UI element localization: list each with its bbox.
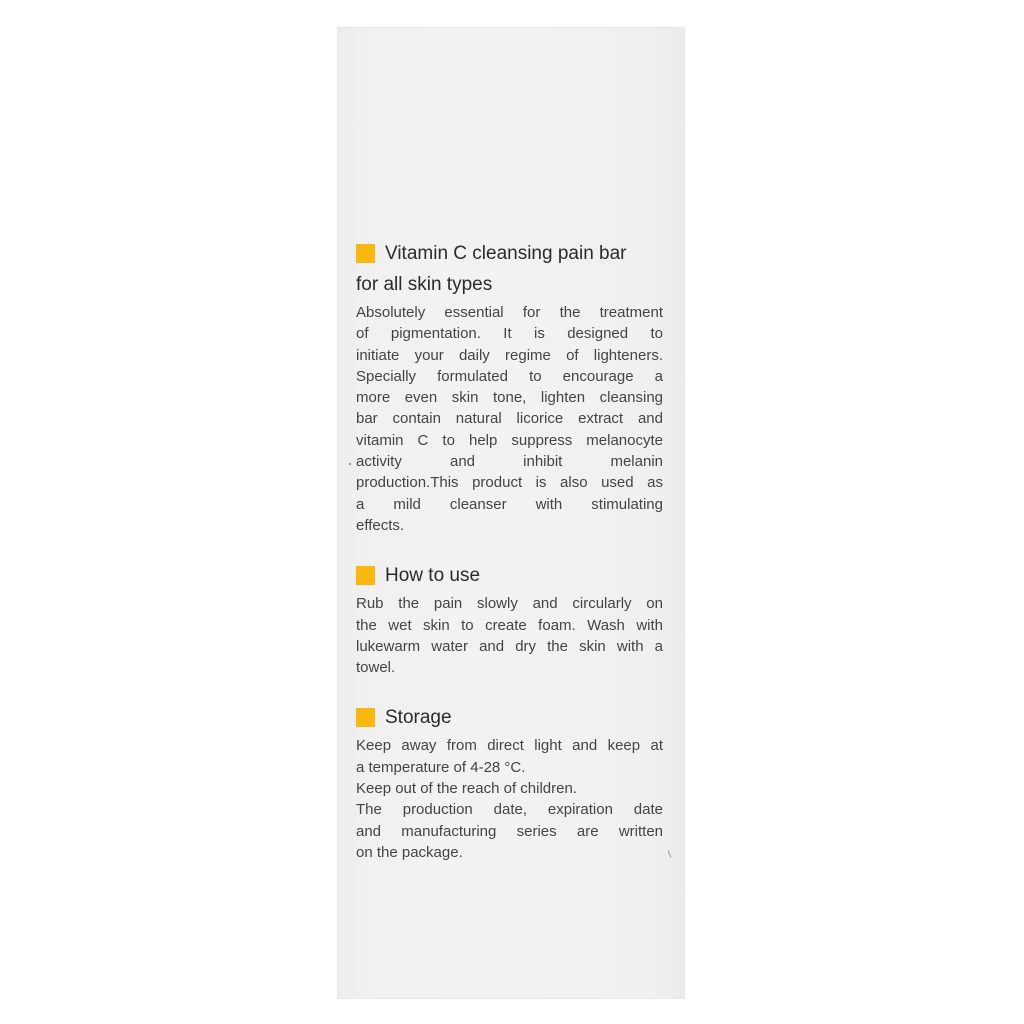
text-line: Absolutely essential for the treatment	[356, 304, 663, 321]
bullet-square-icon	[356, 244, 375, 263]
text-line: on the package.	[356, 843, 463, 861]
storage-section	[356, 702, 663, 863]
text-line: the wet skin to create foam. Wash with	[356, 616, 663, 634]
text-line: lukewarm water and dry the skin with a	[356, 637, 663, 655]
text-line: production.This product is also used as	[356, 474, 663, 492]
text-line: Keep out of the reach of children.	[356, 780, 577, 798]
text-line: vitamin C to help suppress melanocyte	[356, 431, 663, 449]
storage-text	[356, 735, 663, 863]
bullet-square-icon	[356, 566, 375, 585]
bullet-square-icon	[356, 708, 375, 727]
text-line: The production date, expiration date	[356, 801, 663, 819]
description-section	[356, 238, 663, 536]
text-line: a mild cleanser with stimulating	[356, 495, 663, 513]
text-line: Keep away from direct light and keep at	[356, 737, 663, 755]
package-text	[356, 238, 663, 887]
text-line: activity and inhibit melanin	[356, 453, 663, 471]
text-line: Rub the pain slowly and circularly on	[356, 595, 663, 613]
description-heading-line2: for all skin types	[356, 274, 493, 295]
text-line: more even skin tone, lighten cleansing	[356, 389, 663, 407]
storage-heading	[356, 702, 663, 733]
how-to-use-heading-text: How to use	[385, 565, 481, 587]
text-line: of pigmentation. It is designed to	[356, 325, 663, 343]
text-line: bar contain natural licorice extract and	[356, 410, 663, 428]
description-heading-line1: Vitamin C cleansing pain bar	[385, 243, 627, 264]
text-line: and manufacturing series are written	[356, 822, 663, 840]
description-heading	[356, 238, 663, 300]
how-to-use-section	[356, 560, 663, 678]
how-to-use-text	[356, 593, 663, 678]
text-line: effects.	[356, 516, 405, 534]
how-to-use-heading	[356, 560, 663, 591]
description-text	[356, 302, 663, 536]
print-speck	[349, 463, 351, 465]
text-line: initiate your daily regime of lighteners.	[356, 346, 663, 364]
text-line: Specially formulated to encourage a	[356, 367, 663, 385]
text-line: a temperature of 4-28 °C.	[356, 758, 526, 776]
storage-heading-text: Storage	[385, 707, 452, 729]
text-line: towel.	[356, 659, 396, 677]
